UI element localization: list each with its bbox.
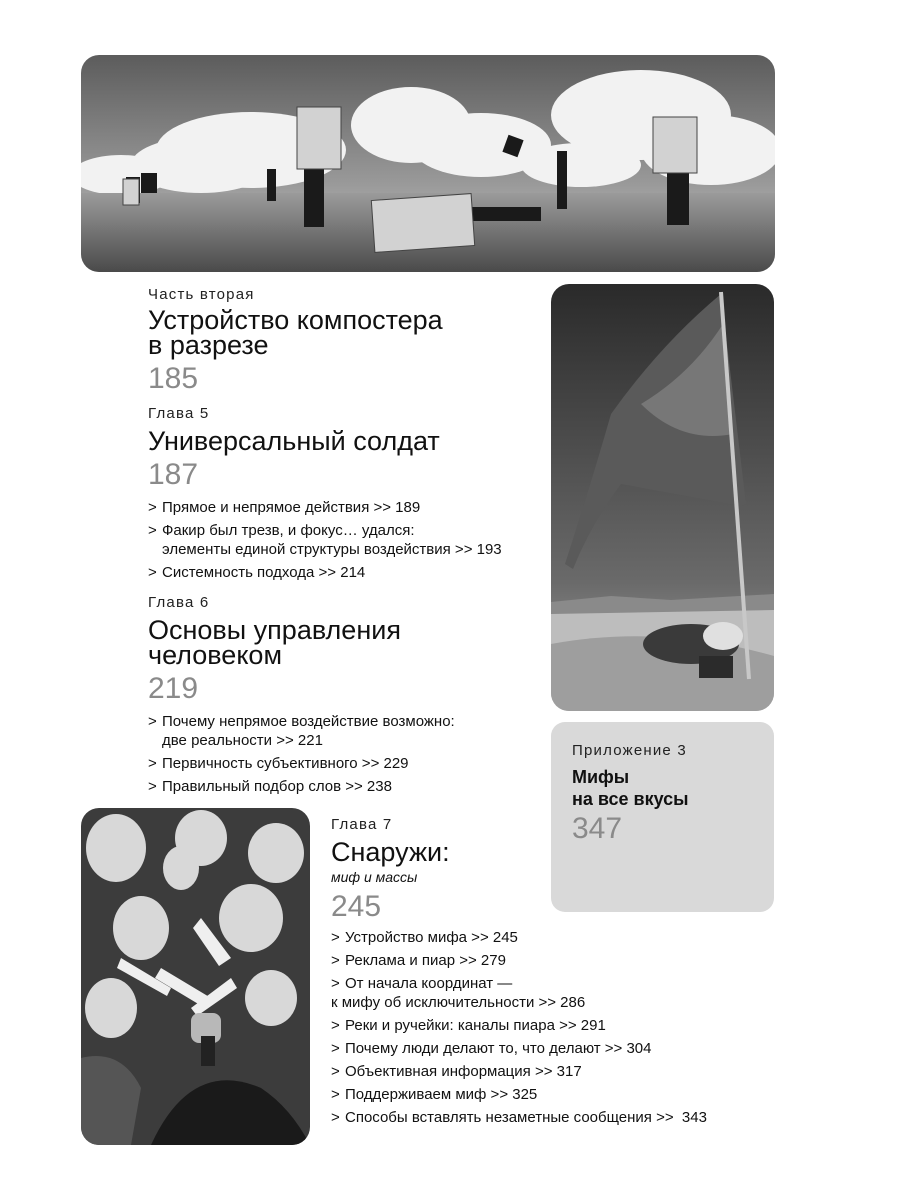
toc-item[interactable]: > Факир был трезв, и фокус… удался: элементы единой структуры воздействия >> 193 bbox=[148, 522, 502, 558]
toc-item[interactable]: > Почему непрямое воздействие возможно: две реальности >> 221 bbox=[148, 713, 455, 749]
toc-item[interactable]: > Поддерживаем миф >> 325 bbox=[331, 1086, 538, 1103]
appendix-page-number: 347 bbox=[572, 812, 623, 845]
part-title-line1: Устройство компостера bbox=[148, 305, 443, 335]
chapter7-page-number: 245 bbox=[331, 890, 382, 923]
chapter6-title bbox=[148, 615, 543, 670]
appendix-title bbox=[572, 766, 762, 810]
chapter6-toc bbox=[148, 712, 543, 796]
appendix-kicker: Приложение 3 bbox=[572, 742, 687, 759]
photo-crowd-microphone bbox=[81, 808, 310, 1145]
toc-item[interactable]: > Способы вставлять незаметные сообщения >> 343 bbox=[331, 1109, 707, 1126]
toc-item[interactable]: > Объективная информация >> 317 bbox=[331, 1063, 582, 1080]
chapter5-page-number: 187 bbox=[148, 458, 199, 491]
toc-item[interactable]: > От начала координат — к мифу об исключительности >> 286 bbox=[331, 975, 586, 1011]
chapter5-title: Универсальный солдат bbox=[148, 426, 440, 456]
toc-item[interactable]: > Системность подхода >> 214 bbox=[148, 564, 366, 581]
chapter5-kicker: Глава 5 bbox=[148, 405, 210, 422]
chapter7-section bbox=[331, 816, 751, 1131]
chapter6-section bbox=[148, 594, 543, 800]
chapter6-page-number: 219 bbox=[148, 672, 199, 705]
part-title-line2: в разрезе bbox=[148, 330, 269, 360]
toc-item[interactable]: > Реклама и пиар >> 279 bbox=[331, 952, 506, 969]
chapter6-kicker: Глава 6 bbox=[148, 594, 210, 611]
chapter7-kicker: Глава 7 bbox=[331, 816, 393, 833]
chapter7-subtitle: миф и массы bbox=[331, 869, 418, 885]
toc-item[interactable]: > Правильный подбор слов >> 238 bbox=[148, 778, 392, 795]
part-title bbox=[148, 305, 538, 360]
part-kicker: Часть вторая bbox=[148, 286, 255, 303]
toc-item[interactable]: > Прямое и непрямое действия >> 189 bbox=[148, 499, 421, 516]
toc-item[interactable]: > Устройство мифа >> 245 bbox=[331, 929, 518, 946]
photo-flag-desert bbox=[551, 284, 774, 711]
part-page-number: 185 bbox=[148, 362, 199, 395]
chapter5-toc bbox=[148, 498, 543, 582]
chapter6-title-line1: Основы управления bbox=[148, 615, 401, 645]
photo-boxes-in-field bbox=[81, 55, 775, 272]
toc-item[interactable]: > Реки и ручейки: каналы пиара >> 291 bbox=[331, 1017, 606, 1034]
toc-item[interactable]: > Почему люди делают то, что делают >> 304 bbox=[331, 1040, 652, 1057]
chapter5-section bbox=[148, 405, 543, 586]
chapter7-toc bbox=[331, 928, 751, 1127]
appendix-title-line1: Мифы bbox=[572, 767, 630, 787]
toc-item[interactable]: > Первичность субъективного >> 229 bbox=[148, 755, 409, 772]
chapter6-title-line2: человеком bbox=[148, 640, 283, 670]
part-two-section bbox=[148, 286, 538, 396]
chapter7-title: Снаружи: bbox=[331, 837, 450, 867]
appendix-title-line2: на все вкусы bbox=[572, 789, 689, 809]
